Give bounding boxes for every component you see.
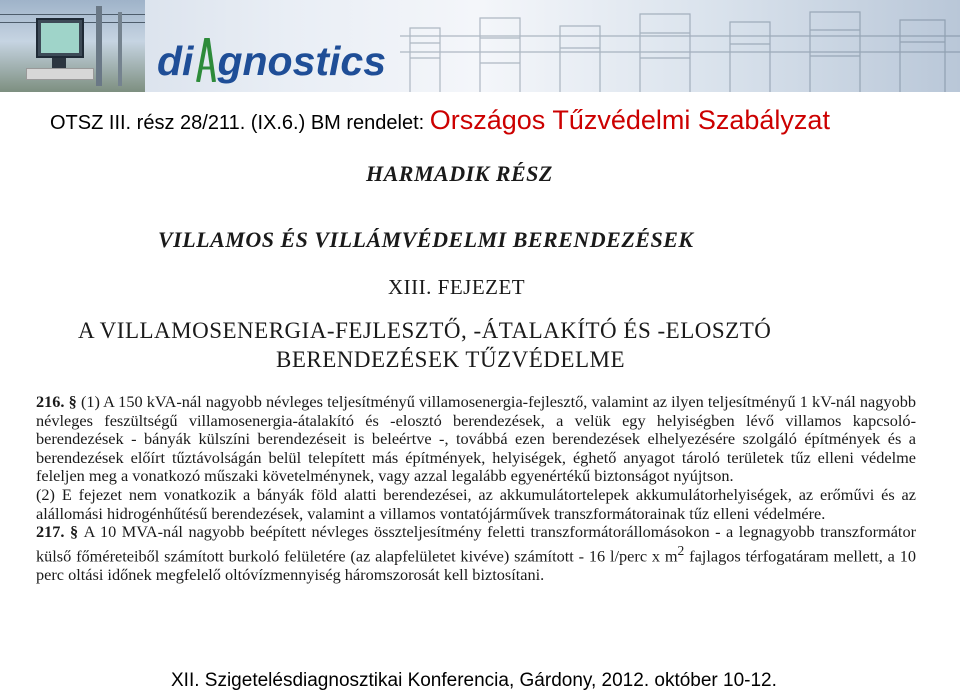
paragraph-text: (1) A 150 kVA-nál nagyobb névleges teljesítményű villamosenergia-fejlesztő, valamint az ilyen teljesítményű 1 kV-nál nagyobb névleges feszültségű villamosenergia-átalakító és -elosztó berendezések, a velük egy helyiségben lévő villamos kapcsoló-berendezések - bányák külszíni berendezéseit is beleértve -, továbbá ezen berendezések elhelyezésére szolgáló építmények és a berendezések előírt tűztávolságán belül telepített más építmények, helyiségek, éghető anyagot tároló területek tűz elleni védelme feleljen meg a vonatkozó műszaki követelménynek, vagy azzal legalább egyenértékű biztonságot nyújtson. — [36, 392, 916, 486]
substation-background — [400, 8, 960, 92]
title-prefix: OTSZ III. rész 28/211. (IX.6.) BM rendelet: — [50, 112, 430, 134]
title-main: Országos Tűzvédelmi Szabályzat — [429, 105, 830, 135]
superscript: 2 — [677, 542, 685, 558]
document-body — [36, 393, 916, 584]
paragraph-217 — [36, 523, 916, 584]
substation-photo — [0, 0, 145, 92]
part-subheading: VILLAMOS ÉS VILLÁMVÉDELMI BERENDEZÉSEK — [158, 227, 694, 252]
section-number: 217. § — [36, 522, 84, 542]
pylon-icon — [118, 12, 122, 86]
section-number: 216. § — [36, 392, 81, 411]
pylon-icon — [96, 6, 102, 86]
paragraph-text: (2) E fejezet nem vonatkozik a bányák föld alatti berendezései, az akkumulátortelepek akkumulátorhelyiségek, az erőművi és az alállomási hidrogénhűtésű berendezések, valamint a villamos vontatójárművek transzformátorainak tűz elleni védelmére. — [36, 484, 916, 523]
conference-footer: XII. Szigetelésdiagnosztikai Konferencia, Gárdony, 2012. október 10-12. — [171, 670, 777, 691]
keyboard-icon — [26, 68, 94, 80]
paragraph-216-2 — [36, 486, 916, 523]
logo-text-right: gnostics — [217, 38, 387, 84]
computer-monitor-icon — [36, 18, 84, 58]
paragraph-text: fajlagos térfogatáram mellett, a 10 perc oltási időnek megfelelő oltóvízmennyiség háromszorosát kell biztosítani. — [36, 546, 916, 584]
slide-title — [50, 107, 950, 134]
chapter-heading: XIII. FEJEZET — [388, 275, 526, 299]
paragraph-text: A 10 MVA-nál nagyobb beépített névleges összteljesítmény feletti transzformátorállomásokon - a legnagyobb transzformátor külső főméreteiből számított burkoló felületére (az alapfelületet kivéve) számított - 16 l/perc x m — [36, 522, 917, 566]
diagnostics-logo — [157, 22, 386, 82]
part-heading: HARMADIK RÉSZ — [366, 161, 553, 186]
paragraph-216-1 — [36, 393, 916, 486]
logo-text-left: di — [157, 38, 194, 84]
header-banner — [0, 0, 960, 92]
logo-a-mark-icon — [194, 38, 216, 82]
chapter-title-line2: BERENDEZÉSEK TŰZVÉDELME — [276, 347, 626, 372]
chapter-title-line1: A VILLAMOSENERGIA-FEJLESZTŐ, -ÁTALAKÍTÓ ÉS -ELOSZTÓ — [78, 318, 772, 343]
